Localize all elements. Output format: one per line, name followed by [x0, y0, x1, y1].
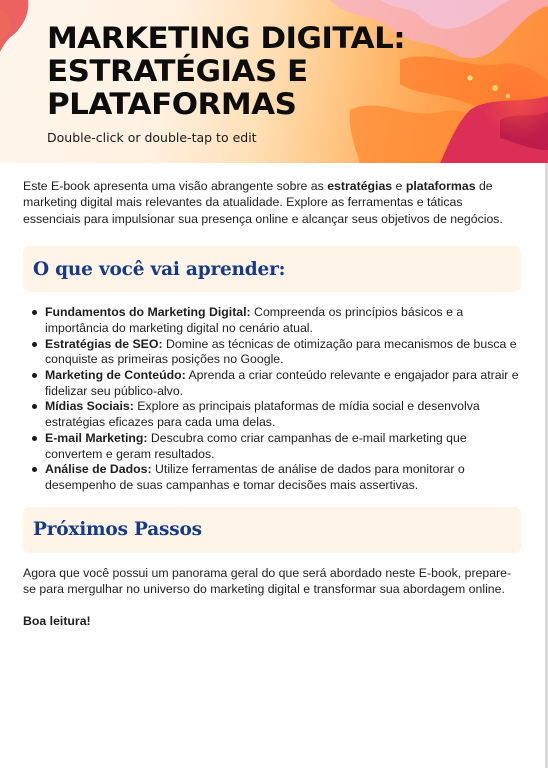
learn-list: [23, 305, 521, 493]
intro-text: Este E-book apresenta uma visão abrangente sobre as: [23, 179, 328, 193]
hero-banner: [0, 0, 548, 163]
intro-paragraph: [23, 178, 521, 227]
next-steps-paragraph: Agora que você possui um panorama geral do que será abordado neste E-book, prepare-se para mergulhar no universo do marketing digital e transformar sua abordagem online.: [23, 565, 512, 597]
document-body: [23, 178, 521, 630]
ebook-title: [47, 22, 405, 121]
closing-line: Boa leitura!: [23, 614, 91, 629]
intro-bold-plataformas: plataformas: [405, 179, 476, 193]
next-steps-section-header: [23, 507, 521, 553]
item-label: Fundamentos do Marketing Digital:: [45, 305, 251, 320]
item-text: Utilize ferramentas de análise de dados para monitorar o desempenho de suas campanhas e tomar decisões mais assertivas.: [45, 462, 465, 492]
list-item: [45, 337, 521, 368]
list-item: [45, 368, 521, 399]
intro-text: de marketing digital mais relevantes da atualidade. Explore as ferramentas e táticas essenciais para impulsionar sua presença online e alcançar seus objetivos de negócios.: [23, 179, 503, 226]
item-label: E-mail Marketing:: [45, 430, 148, 445]
learn-heading: O que você vai aprender:: [33, 258, 286, 280]
list-item: [45, 462, 521, 493]
title-line: MARKETING DIGITAL:: [47, 21, 406, 55]
item-label: Estratégias de SEO:: [45, 336, 163, 351]
list-item: [45, 399, 521, 430]
intro-bold-estrategias: estratégias: [327, 179, 393, 193]
learn-section-header: [23, 246, 521, 292]
item-text: Aprenda a criar conteúdo relevante e engajador para atrair e fidelizar seu público-alvo.: [45, 368, 519, 398]
item-label: Marketing de Conteúdo:: [45, 368, 186, 383]
item-label: Análise de Dados:: [45, 462, 152, 477]
title-line: PLATAFORMAS: [47, 87, 297, 121]
item-text: Compreenda os princípios básicos e a importância do marketing digital no cenário atual.: [45, 305, 464, 335]
item-text: Explore as principais plataformas de mídia social e desenvolva estratégias eficazes para cada uma delas.: [45, 399, 480, 430]
item-label: Mídias Sociais:: [45, 399, 134, 414]
edit-hint[interactable]: Double-click or double-tap to edit: [47, 130, 257, 145]
item-text: Domine as técnicas de otimização para mecanismos de busca e conquiste as primeiras posições no Google.: [45, 336, 517, 367]
list-item: [45, 431, 521, 462]
item-text: Descubra como criar campanhas de e-mail marketing que convertem e geram resultados.: [45, 430, 467, 461]
list-item: [45, 305, 521, 336]
next-steps-heading: Próximos Passos: [33, 519, 202, 541]
intro-text: e: [392, 179, 406, 193]
title-line: ESTRATÉGIAS E: [47, 54, 308, 88]
